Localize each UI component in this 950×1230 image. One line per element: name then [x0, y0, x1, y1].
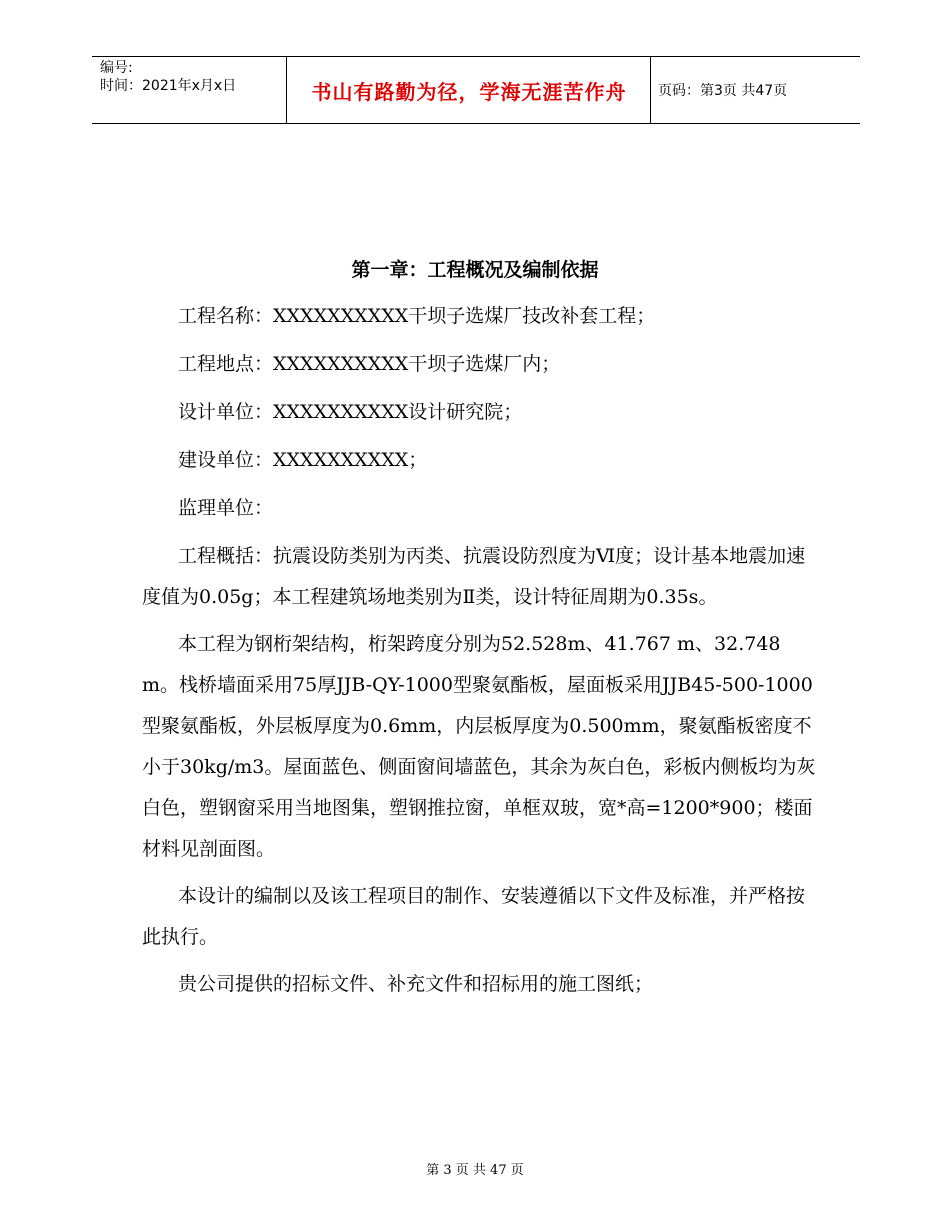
page-footer: 第 3 页 共 47 页	[426, 1163, 524, 1178]
header-meta	[100, 59, 236, 95]
paragraph-documents: 贵公司提供的招标文件、补充文件和招标用的施工图纸；	[178, 973, 654, 995]
page-header	[92, 56, 860, 124]
document-number-label: 编号:	[100, 60, 133, 76]
paragraph-design-unit: 设计单位：XXXXXXXXXX设计研究院；	[178, 401, 523, 423]
header-page-info: 页码：第3页 共47页	[658, 83, 788, 99]
header-motto: 书山有路勤为径，学海无涯苦作舟	[311, 79, 627, 104]
paragraph-construction-unit: 建设单位：XXXXXXXXXX；	[178, 449, 428, 471]
document-body	[142, 292, 822, 1005]
paragraph-overview: 工程概括：抗震设防类别为丙类、抗震设防烈度为Ⅵ度；设计基本地震加速度值为0.05g；本工程建筑场地类别为Ⅱ类，设计特征周期为0.35s。	[142, 545, 806, 608]
document-time: 时间：2021年x月x日	[100, 78, 237, 94]
chapter-title: 第一章：工程概况及编制依据	[351, 259, 599, 281]
header-divider	[650, 57, 651, 123]
paragraph-supervision-unit: 监理单位：	[178, 497, 274, 519]
header-divider	[286, 57, 287, 123]
paragraph-structure: 本工程为钢桁架结构，桁架跨度分别为52.528m、41.767 m、32.748 m。栈桥墙面采用75厚JJB-QY-1000型聚氨酯板，屋面板采用JJB45-500-1000型聚氨酯板，外层板厚度为0.6mm，内层板厚度为0.500mm，聚氨酯板密度不小于30kg/m3。屋面蓝色、侧面窗间墙蓝色，其余为灰白色，彩板内侧板均为灰白色，塑钢窗采用当地图集，塑钢推拉窗，单框双玻，宽*高=1200*900；楼面材料见剖面图。	[142, 633, 816, 860]
paragraph-standards: 本设计的编制以及该工程项目的制作、安装遵循以下文件及标准，并严格按此执行。	[142, 885, 806, 948]
paragraph-project-name: 工程名称：XXXXXXXXXX干坝子选煤厂技改补套工程；	[178, 305, 656, 327]
paragraph-project-location: 工程地点：XXXXXXXXXX干坝子选煤厂内；	[178, 353, 561, 375]
